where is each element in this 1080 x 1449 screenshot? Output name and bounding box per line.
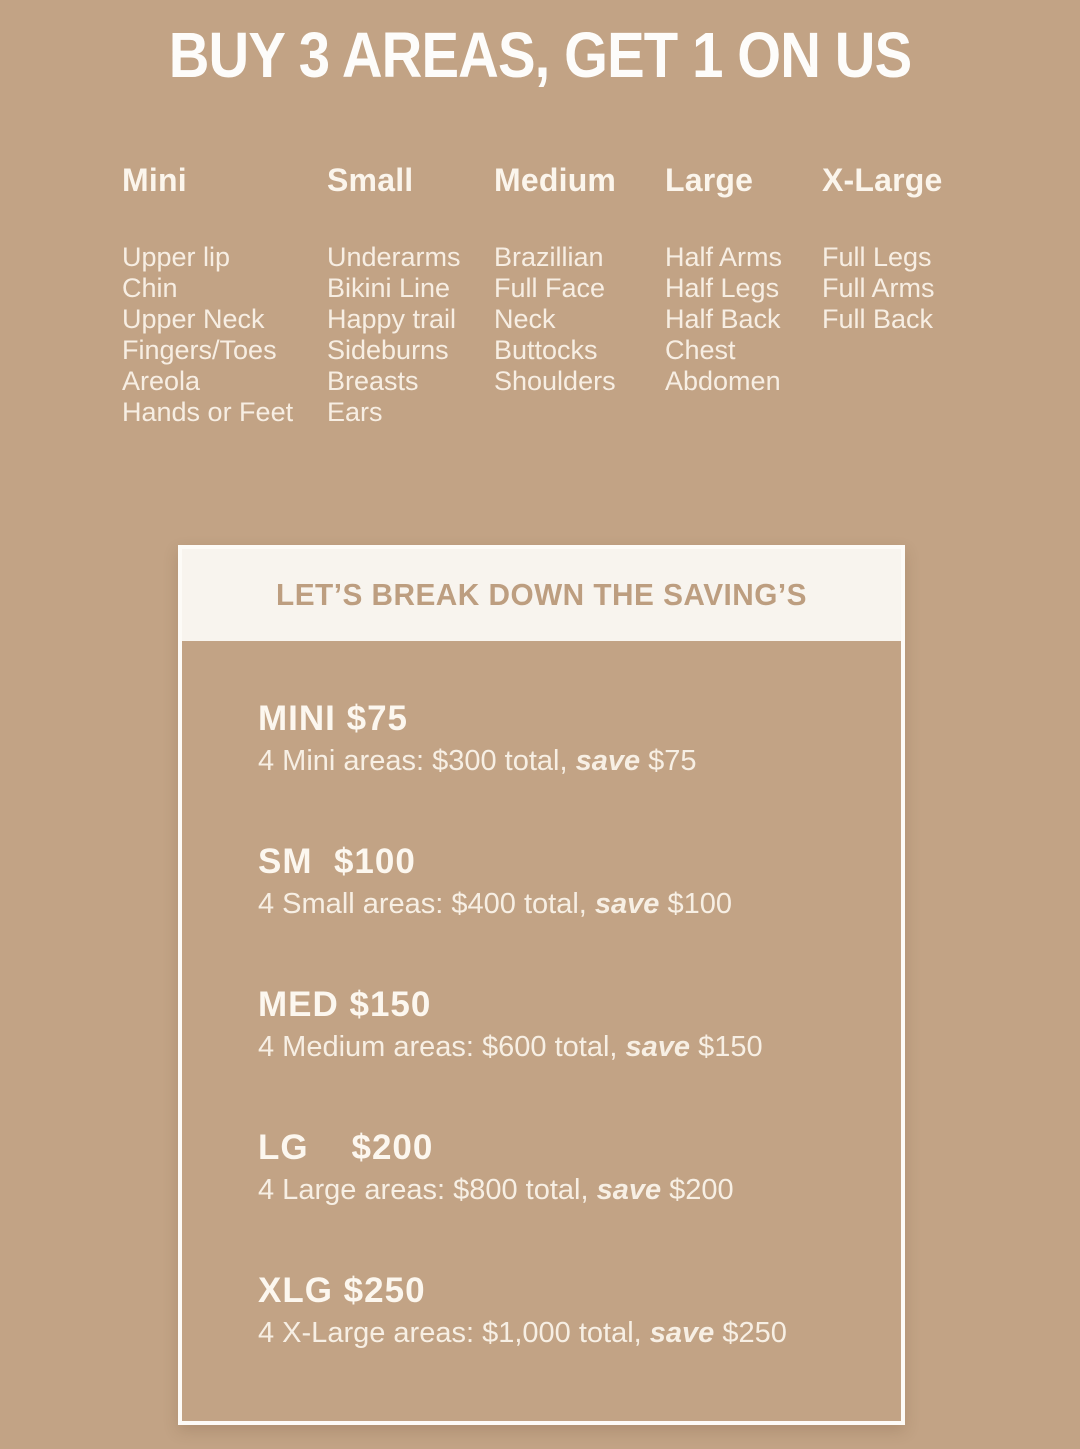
area-item: Hands or Feet [122,397,294,427]
tier-save-word: save [649,1317,715,1349]
tier-description [258,886,881,922]
tier-desc-before: 4 Large areas: $800 total, [258,1174,597,1206]
savings-tier-xlarge [258,1270,881,1351]
area-categories [122,160,1060,428]
tier-desc-after: $75 [640,745,697,777]
tier-desc-after: $200 [661,1174,734,1206]
savings-body [182,641,901,1351]
savings-tier-mini [258,698,881,779]
category-header-small: Small [327,162,414,198]
area-item: Areola [122,366,201,396]
area-item: Abdomen [665,366,781,396]
savings-tier-large [258,1127,881,1208]
category-header-medium: Medium [494,162,617,198]
tier-desc-after: $150 [690,1031,763,1063]
tier-save-word: save [596,1174,662,1206]
area-item: Full Arms [822,273,935,303]
tier-save-word: save [575,745,641,777]
tier-description [258,1172,881,1208]
category-column-medium [494,160,665,428]
tier-save-word: save [625,1031,691,1063]
savings-box [178,545,905,1425]
tier-description [258,1029,881,1065]
area-item: Full Back [822,304,934,334]
area-item: Happy trail [327,304,457,334]
area-item: Half Back [665,304,781,334]
tier-save-word: save [594,888,660,920]
savings-tier-small [258,841,881,922]
category-column-mini [122,160,327,428]
tier-title: SM $100 [258,842,416,881]
savings-banner-text: LET’S BREAK DOWN THE SAVING’S [276,577,807,612]
area-item: Buttocks [494,335,598,365]
area-item: Bikini Line [327,273,451,303]
tier-desc-after: $250 [714,1317,787,1349]
page-title: BUY 3 AREAS, GET 1 ON US [168,19,912,91]
tier-description [258,743,881,779]
category-header-xlarge: X-Large [822,162,943,198]
area-item: Ears [327,397,383,427]
category-header-large: Large [665,162,754,198]
tier-description [258,1315,881,1351]
category-column-large [665,160,822,428]
category-column-xlarge [822,160,1060,428]
area-item: Chin [122,273,178,303]
area-item: Breasts [327,366,419,396]
tier-title: MINI $75 [258,699,408,738]
area-item: Half Arms [665,242,783,272]
tier-desc-before: 4 Medium areas: $600 total, [258,1031,626,1063]
area-item: Chest [665,335,736,365]
area-item: Neck [494,304,556,334]
area-item: Half Legs [665,273,780,303]
area-item: Upper Neck [122,304,265,334]
tier-title: XLG $250 [258,1271,426,1310]
savings-banner [182,549,901,641]
tier-desc-after: $100 [659,888,733,920]
tier-desc-before: 4 Small areas: $400 total, [258,888,595,920]
category-header-mini: Mini [122,162,187,198]
area-item: Full Face [494,273,606,303]
tier-desc-before: 4 X-Large areas: $1,000 total, [258,1317,650,1349]
area-item: Underarms [327,242,461,272]
tier-desc-before: 4 Mini areas: $300 total, [258,745,576,777]
area-item: Brazillian [494,242,604,272]
area-item: Upper lip [122,242,231,272]
tier-title: LG $200 [258,1128,434,1167]
area-item: Fingers/Toes [122,335,277,365]
tier-title: MED $150 [258,985,432,1024]
savings-tier-medium [258,984,881,1065]
area-item: Sideburns [327,335,449,365]
area-item: Shoulders [494,366,616,396]
area-item: Full Legs [822,242,932,272]
category-column-small [327,160,494,428]
